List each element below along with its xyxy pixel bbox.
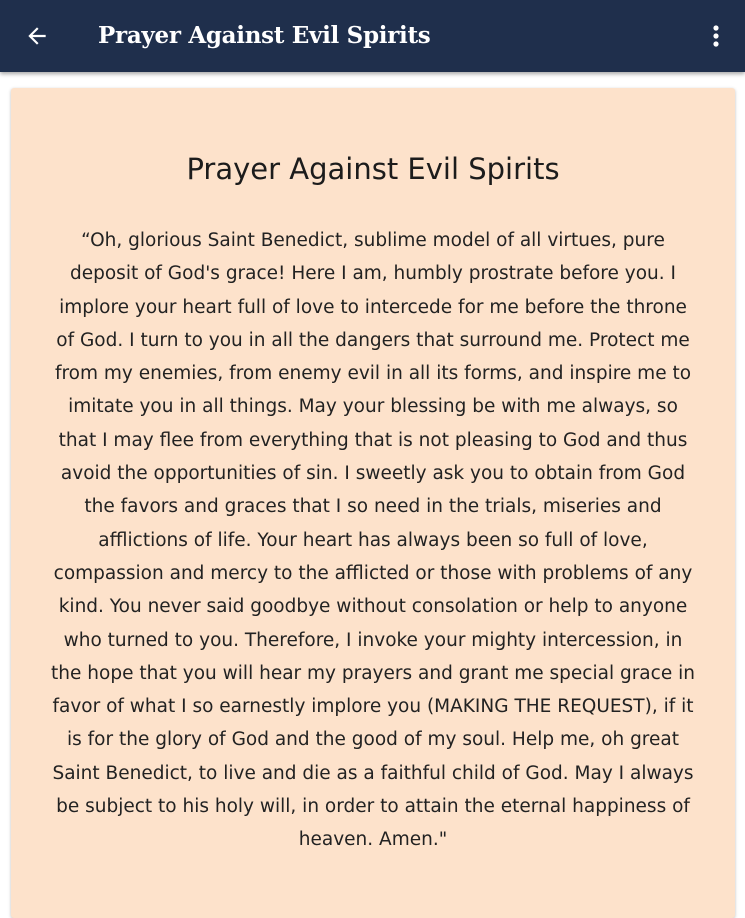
prayer-card	[11, 88, 735, 918]
content-area	[0, 72, 745, 900]
app-bar-title: Prayer Against Evil Spirits	[98, 22, 431, 49]
app-bar	[0, 0, 745, 72]
more-vertical-icon	[712, 24, 720, 48]
back-button[interactable]	[18, 18, 56, 54]
prayer-text: “Oh, glorious Saint Benedict, sublime model of all virtues, pure deposit of God's grace! Here I am, humbly prostrate before you. I implore your heart full of love to intercede for me before the throne of God. I turn to you in all the dangers that surround me. Protect me from my enemies, from enemy evil in all its forms, and inspire me to imitate you in all things. May your blessing be with me always, so that I may flee from everything that is not pleasing to God and thus avoid the opportunities of sin. I sweetly ask you to obtain from God the favors and graces that I so need in the trials, miseries and afflictions of life. Your heart has always been so full of love, compassion and mercy to the afflicted or those with problems of any kind. You never said goodbye without consolation or help to anyone who turned to you. Therefore, I invoke your mighty intercession, in the hope that you will hear my prayers and grant me special grace in favor of what I so earnestly implore you (MAKING THE REQUEST), if it is for the glory of God and the good of my soul. Help me, oh great Saint Benedict, to live and die as a faithful child of God. May I always be subject to his holy will, in order to attain the eternal happiness of heaven. Amen."	[51, 230, 695, 851]
overflow-menu-button[interactable]	[701, 18, 731, 54]
arrow-left-icon	[24, 23, 50, 49]
prayer-title: Prayer Against Evil Spirits	[186, 152, 560, 186]
